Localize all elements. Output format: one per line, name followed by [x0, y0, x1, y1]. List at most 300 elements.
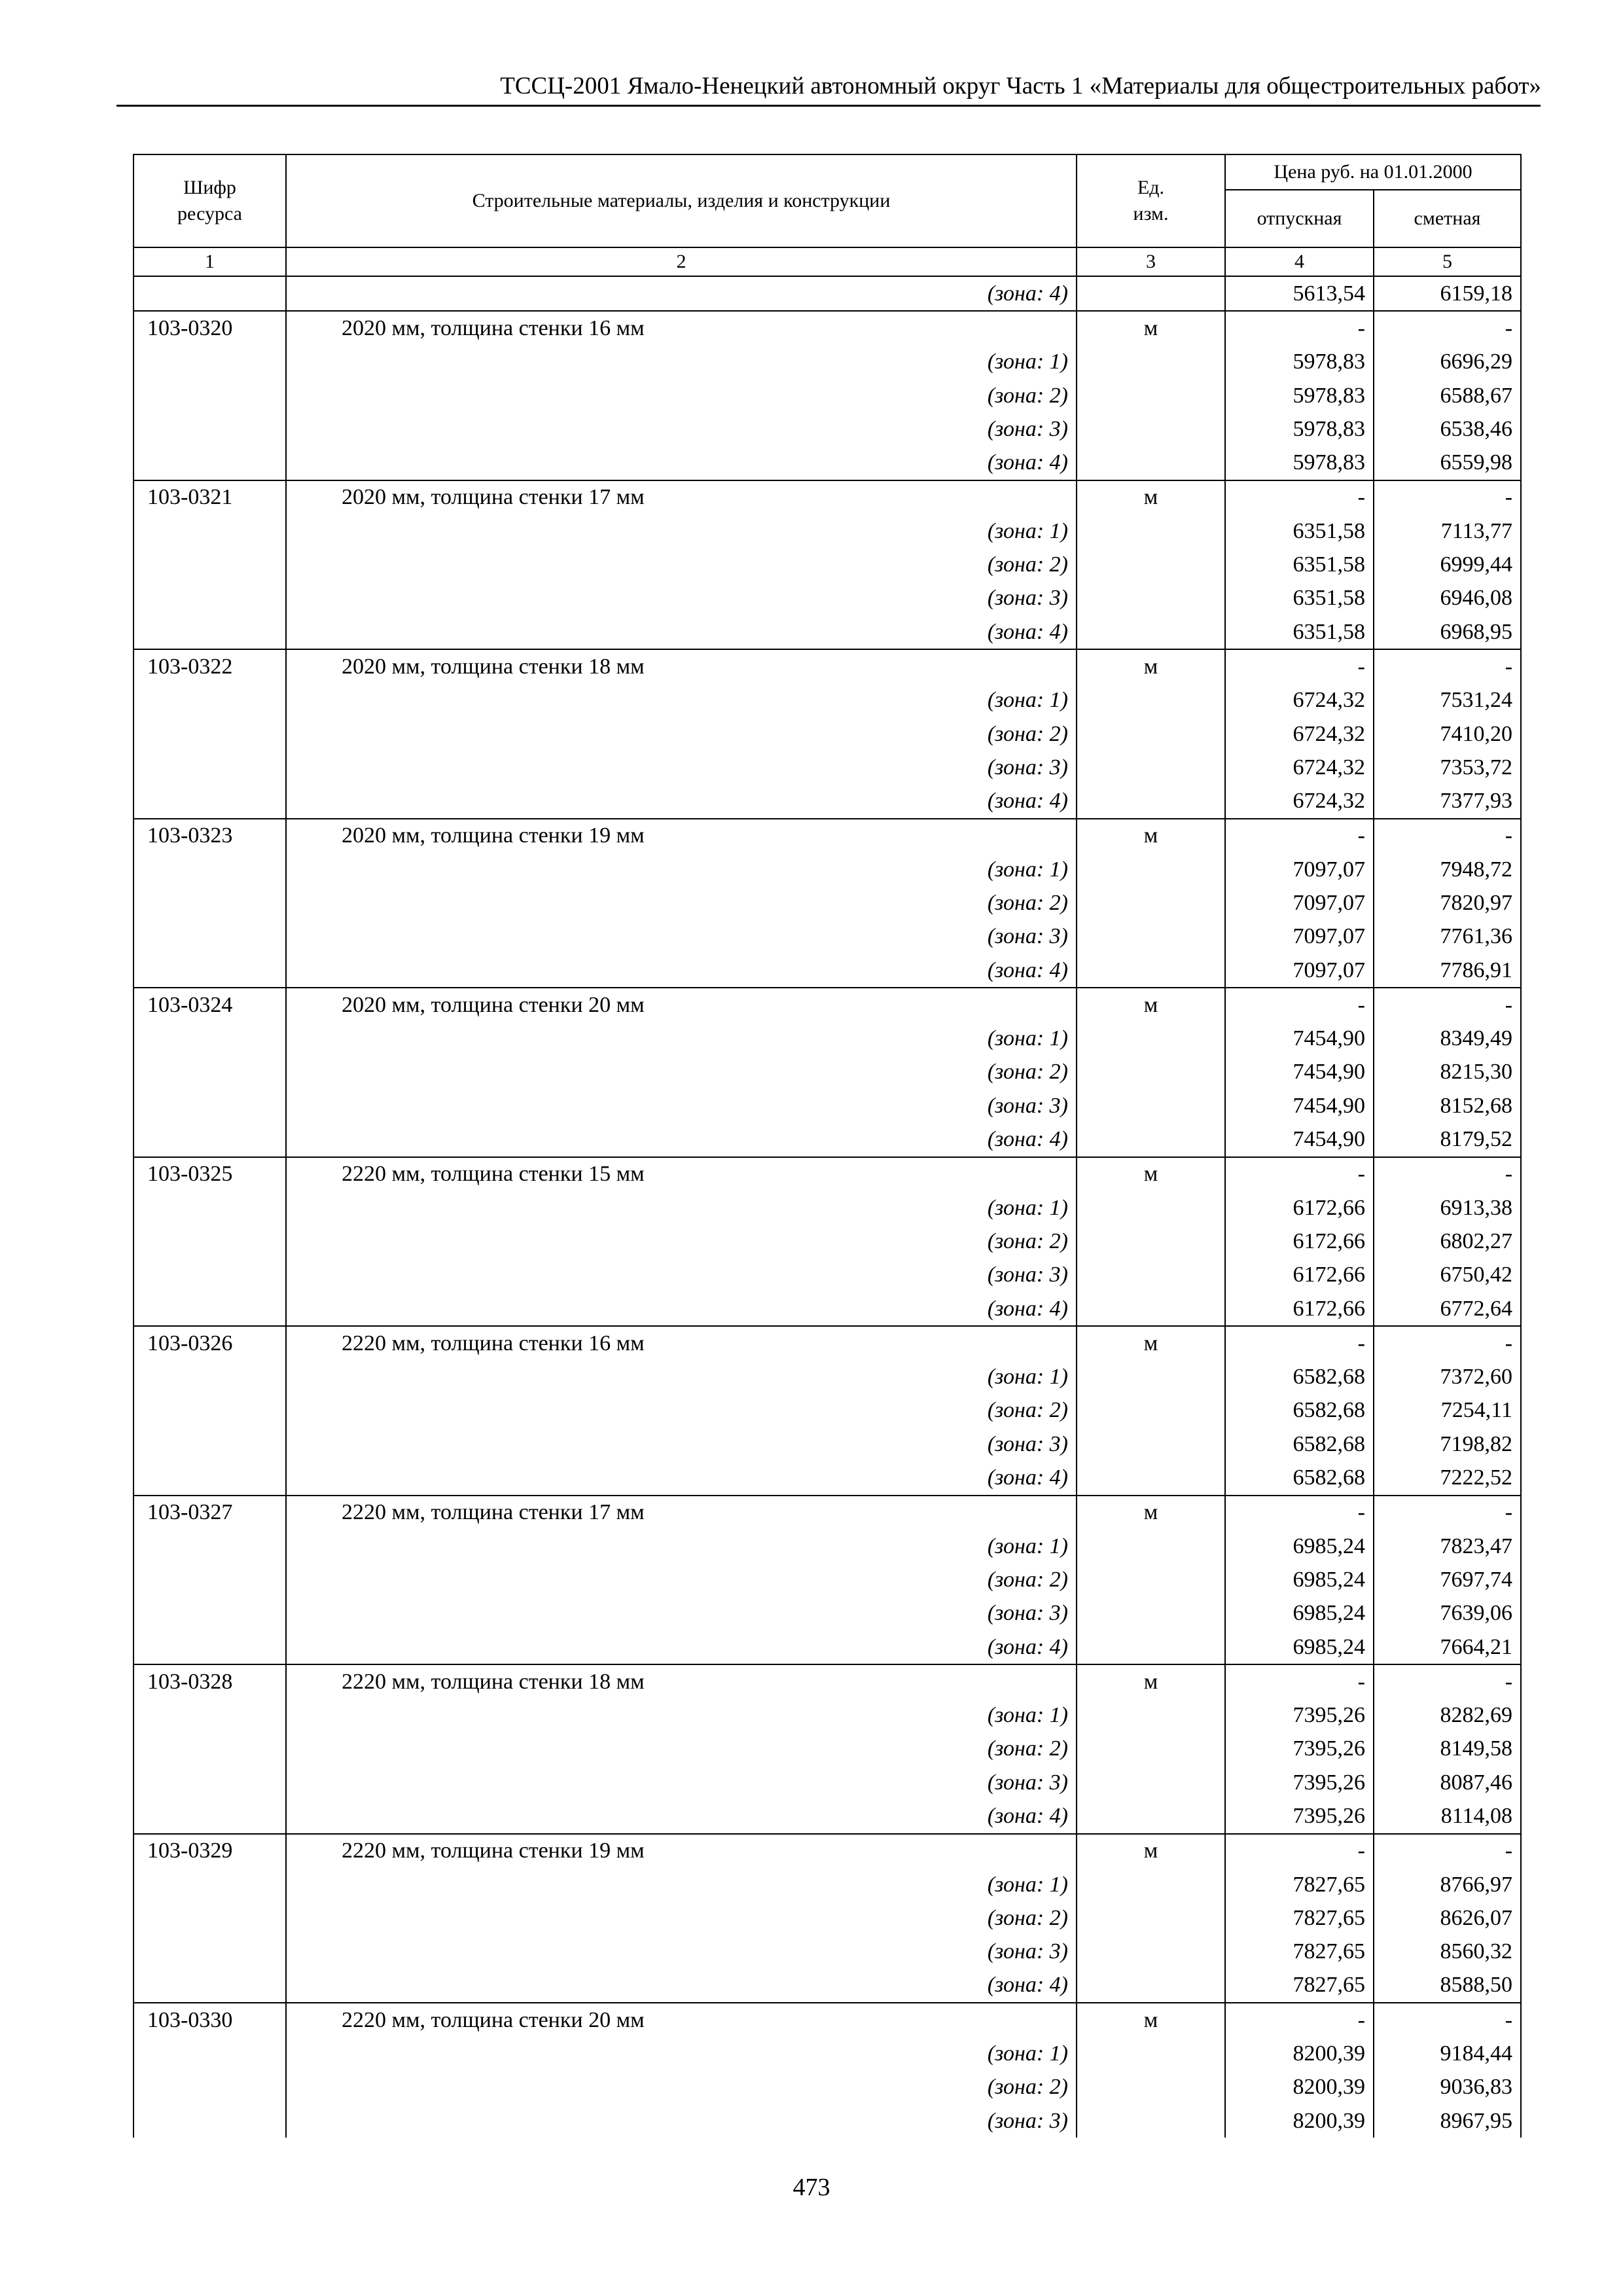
column-header-estimate: сметная: [1374, 190, 1521, 247]
table-row: [134, 1698, 1521, 1732]
cell-name: [286, 886, 1077, 920]
cell-code: [134, 412, 286, 446]
zone-label: (зона: 3): [987, 1770, 1068, 1795]
cell-name: [286, 582, 1077, 615]
cell-estimate-price: 8282,69: [1374, 1698, 1521, 1732]
cell-unit: [1077, 1530, 1225, 1563]
cell-code: [134, 1766, 286, 1799]
cell-unit: [1077, 548, 1225, 581]
table-row: [134, 886, 1521, 920]
cell-code: [134, 1089, 286, 1122]
column-header-release: отпускная: [1225, 190, 1374, 247]
cell-code: [134, 1394, 286, 1427]
zone-label: (зона: 1): [987, 1365, 1068, 1390]
column-header-unit: [1077, 154, 1225, 247]
table-row: [134, 1022, 1521, 1056]
column-header-code-label: Шифр ресурса: [177, 177, 242, 224]
cell-name: [286, 2071, 1077, 2104]
zone-label: (зона: 1): [987, 518, 1068, 543]
cell-code: [134, 1698, 286, 1732]
cell-unit: [1077, 1361, 1225, 1394]
zone-label: (зона: 1): [987, 1195, 1068, 1220]
zone-label: (зона: 3): [987, 2108, 1068, 2133]
cell-code: [134, 615, 286, 649]
cell-release-price: 5978,83: [1225, 446, 1374, 480]
cell-estimate-price: 6538,46: [1374, 412, 1521, 446]
cell-code: [134, 1868, 286, 1901]
zone-label: (зона: 3): [987, 1431, 1068, 1456]
cell-name: [286, 1022, 1077, 1056]
cell-release-price: 7395,26: [1225, 1766, 1374, 1799]
zone-label: (зона: 4): [987, 1296, 1068, 1321]
table-row: [134, 1089, 1521, 1122]
zone-label: (зона: 4): [987, 1127, 1068, 1152]
cell-unit: [1077, 1868, 1225, 1901]
zone-label: (зона: 1): [987, 857, 1068, 882]
cell-estimate-price: 6968,95: [1374, 615, 1521, 649]
cell-estimate-price: 8152,68: [1374, 1089, 1521, 1122]
cell-code: [134, 1935, 286, 1969]
table-row: [134, 1597, 1521, 1630]
price-table: [133, 154, 1520, 2138]
cell-unit: м: [1077, 2003, 1225, 2037]
cell-unit: [1077, 1225, 1225, 1258]
cell-name: [286, 1834, 1077, 1868]
cell-release-price: 7454,90: [1225, 1089, 1374, 1122]
cell-estimate-price: -: [1374, 649, 1521, 683]
cell-code: 103-0320: [134, 311, 286, 345]
table-row: [134, 1530, 1521, 1563]
cell-estimate-price: 7372,60: [1374, 1361, 1521, 1394]
table-row: [134, 1056, 1521, 1089]
cell-code: [134, 1225, 286, 1258]
cell-unit: [1077, 379, 1225, 412]
cell-estimate-price: 8560,32: [1374, 1935, 1521, 1969]
table-row: [134, 2037, 1521, 2070]
zone-label: (зона: 2): [987, 721, 1068, 746]
zone-label: (зона: 1): [987, 1703, 1068, 1728]
cell-release-price: 7827,65: [1225, 1901, 1374, 1935]
zone-label: (зона: 2): [987, 1229, 1068, 1253]
cell-release-price: -: [1225, 1157, 1374, 1191]
cell-name: [286, 1122, 1077, 1157]
cell-name: [286, 446, 1077, 480]
cell-release-price: -: [1225, 988, 1374, 1022]
cell-name: [286, 717, 1077, 751]
cell-name: [286, 1969, 1077, 2003]
column-header-code: [134, 154, 286, 247]
cell-unit: [1077, 1394, 1225, 1427]
cell-unit: [1077, 346, 1225, 379]
cell-estimate-price: -: [1374, 1496, 1521, 1530]
cell-estimate-price: 6159,18: [1374, 276, 1521, 311]
cell-estimate-price: 7761,36: [1374, 920, 1521, 954]
cell-release-price: -: [1225, 311, 1374, 345]
cell-estimate-price: 8588,50: [1374, 1969, 1521, 2003]
cell-name: [286, 1799, 1077, 1833]
cell-estimate-price: -: [1374, 988, 1521, 1022]
cell-name: [286, 1698, 1077, 1732]
cell-estimate-price: 9036,83: [1374, 2071, 1521, 2104]
column-number-2: 2: [286, 247, 1077, 276]
zone-label: (зона: 3): [987, 1939, 1068, 1964]
cell-unit: м: [1077, 1834, 1225, 1868]
cell-estimate-price: 8179,52: [1374, 1122, 1521, 1157]
cell-release-price: 7827,65: [1225, 1935, 1374, 1969]
cell-estimate-price: 7948,72: [1374, 853, 1521, 886]
cell-name: [286, 311, 1077, 345]
cell-release-price: 6985,24: [1225, 1530, 1374, 1563]
zone-label: (зона: 3): [987, 1263, 1068, 1287]
cell-release-price: 7827,65: [1225, 1868, 1374, 1901]
zone-label: (зона: 2): [987, 552, 1068, 577]
cell-name: [286, 1292, 1077, 1326]
table-row: [134, 2071, 1521, 2104]
cell-unit: [1077, 1191, 1225, 1225]
cell-unit: м: [1077, 1664, 1225, 1698]
cell-name: [286, 2037, 1077, 2070]
cell-name: [286, 988, 1077, 1022]
cell-estimate-price: -: [1374, 1326, 1521, 1360]
zone-label: (зона: 2): [987, 1905, 1068, 1930]
table-row: [134, 751, 1521, 784]
table-row: [134, 1292, 1521, 1326]
cell-name: [286, 920, 1077, 954]
material-name: 2220 мм, толщина стенки 19 мм: [342, 1839, 645, 1863]
cell-release-price: 5978,83: [1225, 379, 1374, 412]
table-row: [134, 1225, 1521, 1258]
cell-release-price: 6582,68: [1225, 1461, 1374, 1495]
cell-code: [134, 1597, 286, 1630]
cell-code: [134, 1530, 286, 1563]
cell-release-price: 6985,24: [1225, 1630, 1374, 1664]
cell-estimate-price: 6588,67: [1374, 379, 1521, 412]
cell-code: [134, 920, 286, 954]
zone-label: (зона: 1): [987, 350, 1068, 374]
cell-name: [286, 819, 1077, 853]
cell-release-price: -: [1225, 649, 1374, 683]
table-row: [134, 1799, 1521, 1833]
cell-estimate-price: 8149,58: [1374, 1732, 1521, 1766]
column-number-5: 5: [1374, 247, 1521, 276]
cell-unit: [1077, 920, 1225, 954]
material-name: 2020 мм, толщина стенки 18 мм: [342, 654, 645, 679]
cell-release-price: -: [1225, 1664, 1374, 1698]
table-row: [134, 1191, 1521, 1225]
cell-unit: м: [1077, 311, 1225, 345]
cell-estimate-price: 8087,46: [1374, 1766, 1521, 1799]
cell-code: [134, 582, 286, 615]
cell-unit: [1077, 1766, 1225, 1799]
cell-name: [286, 1259, 1077, 1292]
cell-name: [286, 2104, 1077, 2138]
cell-unit: [1077, 615, 1225, 649]
cell-code: [134, 1056, 286, 1089]
cell-name: [286, 480, 1077, 514]
table-row: [134, 1326, 1521, 1360]
cell-estimate-price: -: [1374, 819, 1521, 853]
cell-unit: [1077, 1799, 1225, 1833]
cell-release-price: 6985,24: [1225, 1597, 1374, 1630]
cell-code: [134, 1022, 286, 1056]
material-name: 2220 мм, толщина стенки 17 мм: [342, 1500, 645, 1525]
table-row: [134, 920, 1521, 954]
table-row: [134, 1935, 1521, 1969]
cell-code: [134, 1427, 286, 1461]
table-row: [134, 684, 1521, 717]
cell-code: [134, 853, 286, 886]
cell-estimate-price: 8114,08: [1374, 1799, 1521, 1833]
cell-name: [286, 1157, 1077, 1191]
cell-estimate-price: 6750,42: [1374, 1259, 1521, 1292]
cell-code: [134, 446, 286, 480]
cell-name: [286, 1326, 1077, 1360]
table-row: [134, 615, 1521, 649]
cell-name: [286, 1563, 1077, 1596]
table-row: [134, 2003, 1521, 2037]
cell-name: [286, 1361, 1077, 1394]
zone-label: (зона: 4): [987, 619, 1068, 644]
cell-code: [134, 1259, 286, 1292]
cell-unit: [1077, 1022, 1225, 1056]
cell-unit: м: [1077, 988, 1225, 1022]
cell-estimate-price: 8626,07: [1374, 1901, 1521, 1935]
cell-estimate-price: 7531,24: [1374, 684, 1521, 717]
table-row: [134, 1630, 1521, 1664]
table-row: [134, 1496, 1521, 1530]
cell-release-price: 5978,83: [1225, 346, 1374, 379]
table-row: [134, 1563, 1521, 1596]
cell-code: [134, 1799, 286, 1833]
cell-release-price: 7827,65: [1225, 1969, 1374, 2003]
material-name: 2020 мм, толщина стенки 16 мм: [342, 315, 645, 340]
table-row: [134, 1969, 1521, 2003]
cell-code: 103-0325: [134, 1157, 286, 1191]
cell-unit: [1077, 1122, 1225, 1157]
cell-name: [286, 1394, 1077, 1427]
cell-name: [286, 412, 1077, 446]
cell-unit: [1077, 954, 1225, 988]
column-number-4: 4: [1225, 247, 1374, 276]
cell-release-price: 6351,58: [1225, 514, 1374, 548]
cell-estimate-price: -: [1374, 1664, 1521, 1698]
table-row: [134, 1664, 1521, 1698]
table-row: [134, 276, 1521, 311]
table-row: [134, 1461, 1521, 1495]
cell-estimate-price: 8766,97: [1374, 1868, 1521, 1901]
cell-estimate-price: 7639,06: [1374, 1597, 1521, 1630]
cell-estimate-price: 7664,21: [1374, 1630, 1521, 1664]
cell-unit: [1077, 1292, 1225, 1326]
cell-unit: [1077, 886, 1225, 920]
cell-release-price: 7097,07: [1225, 886, 1374, 920]
table-row: [134, 954, 1521, 988]
cell-name: [286, 1630, 1077, 1664]
cell-estimate-price: -: [1374, 480, 1521, 514]
cell-code: 103-0329: [134, 1834, 286, 1868]
cell-unit: [1077, 853, 1225, 886]
zone-label: (зона: 4): [987, 789, 1068, 814]
table-row: [134, 1361, 1521, 1394]
table-row: [134, 480, 1521, 514]
cell-unit: [1077, 582, 1225, 615]
table-row: [134, 1259, 1521, 1292]
cell-code: 103-0321: [134, 480, 286, 514]
cell-estimate-price: 6772,64: [1374, 1292, 1521, 1326]
cell-unit: м: [1077, 480, 1225, 514]
cell-release-price: 6724,32: [1225, 684, 1374, 717]
table-row: [134, 1427, 1521, 1461]
cell-estimate-price: 6559,98: [1374, 446, 1521, 480]
cell-release-price: 6582,68: [1225, 1427, 1374, 1461]
cell-name: [286, 1597, 1077, 1630]
cell-release-price: 6724,32: [1225, 751, 1374, 784]
material-name: 2020 мм, толщина стенки 20 мм: [342, 992, 645, 1017]
cell-unit: [1077, 1630, 1225, 1664]
table-row: [134, 1766, 1521, 1799]
cell-estimate-price: 9184,44: [1374, 2037, 1521, 2070]
cell-release-price: 6172,66: [1225, 1191, 1374, 1225]
cell-code: [134, 784, 286, 818]
cell-unit: [1077, 412, 1225, 446]
zone-label: (зона: 4): [987, 1973, 1068, 1998]
zone-label: (зона: 2): [987, 1567, 1068, 1592]
table-row: [134, 1901, 1521, 1935]
cell-code: [134, 548, 286, 581]
cell-unit: [1077, 1427, 1225, 1461]
table-row: [134, 1122, 1521, 1157]
cell-unit: [1077, 1461, 1225, 1495]
cell-code: [134, 346, 286, 379]
cell-unit: [1077, 751, 1225, 784]
table-row: [134, 819, 1521, 853]
cell-code: 103-0324: [134, 988, 286, 1022]
cell-estimate-price: 6946,08: [1374, 582, 1521, 615]
zone-label: (зона: 3): [987, 416, 1068, 441]
cell-release-price: -: [1225, 480, 1374, 514]
cell-name: [286, 548, 1077, 581]
cell-name: [286, 1530, 1077, 1563]
table-row: [134, 1868, 1521, 1901]
column-number-1: 1: [134, 247, 286, 276]
cell-estimate-price: 8215,30: [1374, 1056, 1521, 1089]
cell-name: [286, 346, 1077, 379]
cell-name: [286, 1427, 1077, 1461]
zone-label: (зона: 2): [987, 1060, 1068, 1085]
cell-code: [134, 684, 286, 717]
cell-unit: м: [1077, 1326, 1225, 1360]
table-row: [134, 582, 1521, 615]
table-row: [134, 412, 1521, 446]
cell-unit: [1077, 1563, 1225, 1596]
cell-name: [286, 1089, 1077, 1122]
zone-label: (зона: 4): [987, 958, 1068, 982]
cell-unit: [1077, 1935, 1225, 1969]
column-number-3: 3: [1077, 247, 1225, 276]
zone-label: (зона: 4): [987, 1465, 1068, 1490]
cell-release-price: 6351,58: [1225, 582, 1374, 615]
cell-code: [134, 1361, 286, 1394]
cell-release-price: 6172,66: [1225, 1292, 1374, 1326]
cell-code: [134, 2037, 286, 2070]
material-name: 2020 мм, толщина стенки 19 мм: [342, 823, 645, 848]
cell-code: 103-0323: [134, 819, 286, 853]
cell-release-price: 6724,32: [1225, 717, 1374, 751]
header-divider: [116, 105, 1541, 107]
cell-code: [134, 1292, 286, 1326]
table-row: [134, 853, 1521, 886]
zone-label: (зона: 3): [987, 586, 1068, 611]
cell-name: [286, 1461, 1077, 1495]
cell-name: [286, 784, 1077, 818]
cell-code: 103-0330: [134, 2003, 286, 2037]
cell-code: [134, 2104, 286, 2138]
cell-unit: [1077, 446, 1225, 480]
cell-estimate-price: 7410,20: [1374, 717, 1521, 751]
zone-label: (зона: 2): [987, 2075, 1068, 2100]
table-row: [134, 649, 1521, 683]
cell-code: [134, 886, 286, 920]
cell-name: [286, 1225, 1077, 1258]
cell-release-price: 6172,66: [1225, 1259, 1374, 1292]
cell-code: [134, 514, 286, 548]
table-row: [134, 1732, 1521, 1766]
cell-name: [286, 1766, 1077, 1799]
cell-estimate-price: 7786,91: [1374, 954, 1521, 988]
cell-estimate-price: 7377,93: [1374, 784, 1521, 818]
cell-release-price: -: [1225, 1326, 1374, 1360]
cell-estimate-price: 6696,29: [1374, 346, 1521, 379]
cell-release-price: 6582,68: [1225, 1394, 1374, 1427]
cell-estimate-price: 6999,44: [1374, 548, 1521, 581]
cell-estimate-price: -: [1374, 1157, 1521, 1191]
table-row: [134, 1157, 1521, 1191]
cell-code: 103-0327: [134, 1496, 286, 1530]
cell-unit: [1077, 1969, 1225, 2003]
cell-name: [286, 853, 1077, 886]
zone-label: (зона: 1): [987, 2041, 1068, 2066]
cell-code: [134, 1191, 286, 1225]
cell-unit: [1077, 1259, 1225, 1292]
cell-unit: м: [1077, 1157, 1225, 1191]
table-row: [134, 311, 1521, 345]
cell-release-price: 7395,26: [1225, 1799, 1374, 1833]
cell-name: [286, 1901, 1077, 1935]
cell-release-price: 7454,90: [1225, 1056, 1374, 1089]
cell-estimate-price: -: [1374, 2003, 1521, 2037]
zone-label: (зона: 3): [987, 1093, 1068, 1118]
cell-release-price: -: [1225, 1496, 1374, 1530]
column-header-price-group: Цена руб. на 01.01.2000: [1225, 154, 1521, 190]
zone-label: (зона: 2): [987, 1736, 1068, 1761]
cell-estimate-price: 7198,82: [1374, 1427, 1521, 1461]
cell-code: 103-0328: [134, 1664, 286, 1698]
zone-label: (зона: 1): [987, 1026, 1068, 1051]
cell-unit: [1077, 1056, 1225, 1089]
zone-label: (зона: 4): [987, 281, 1068, 306]
page-header-title: ТССЦ-2001 Ямало-Ненецкий автономный округ Часть 1 «Материалы для общестроительных работ»: [500, 73, 1541, 99]
table-row: [134, 548, 1521, 581]
cell-unit: [1077, 1698, 1225, 1732]
cell-estimate-price: -: [1374, 311, 1521, 345]
table-row: [134, 2104, 1521, 2138]
zone-label: (зона: 2): [987, 383, 1068, 408]
table-row: [134, 346, 1521, 379]
cell-unit: [1077, 1901, 1225, 1935]
material-name: 2220 мм, толщина стенки 20 мм: [342, 2007, 645, 2032]
page-number: 473: [793, 2174, 830, 2201]
cell-release-price: 6985,24: [1225, 1563, 1374, 1596]
